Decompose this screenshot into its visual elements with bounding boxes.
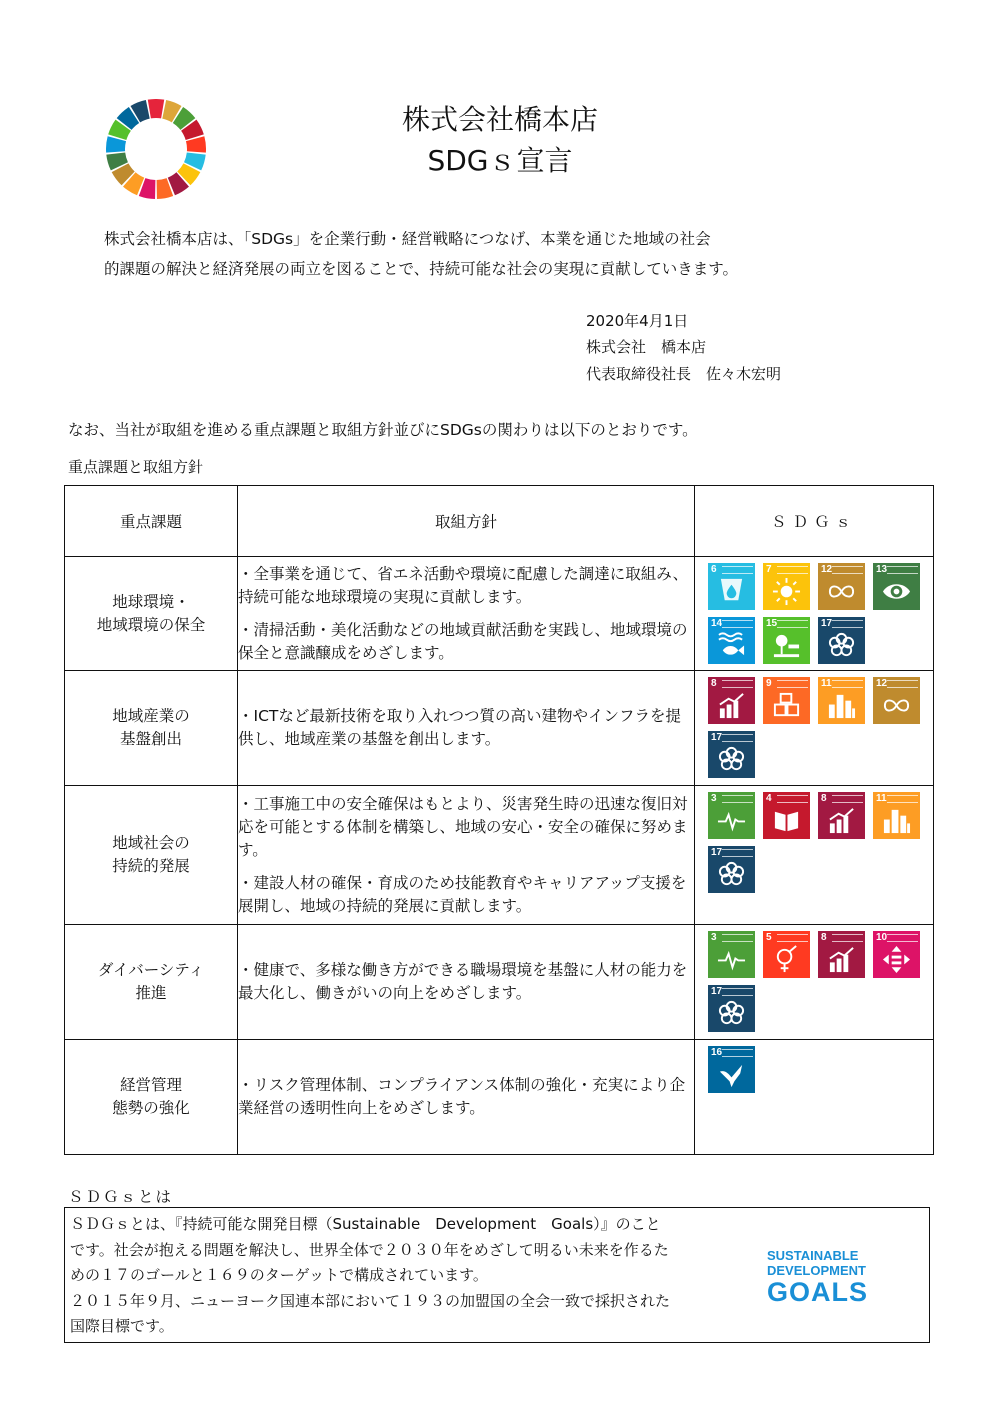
issue-cell xyxy=(65,1040,238,1155)
partnership-flower-icon xyxy=(717,999,746,1028)
sdg-goal-6-icon xyxy=(708,563,755,610)
growth-chart-icon xyxy=(827,806,856,835)
growth-chart-icon xyxy=(827,945,856,974)
sdg-goal-12-icon xyxy=(818,563,865,610)
sdg-goal-caption-lines xyxy=(722,734,753,742)
policy-cell xyxy=(238,786,695,925)
policy-cell xyxy=(238,925,695,1040)
table-row xyxy=(65,1040,934,1155)
sdg-goal-number: 17 xyxy=(711,732,723,743)
about-sdgs-box xyxy=(64,1207,930,1343)
sdg-goal-8-icon xyxy=(708,677,755,724)
table-row xyxy=(65,671,934,786)
sdg-goal-4-icon xyxy=(763,792,810,839)
book-icon xyxy=(772,806,801,835)
sdgs-cell xyxy=(695,786,934,925)
sdg-goal-number: 14 xyxy=(711,618,723,629)
sdg-goal-number: 7 xyxy=(766,564,772,575)
sdg-goal-number: 10 xyxy=(876,932,888,943)
issue-text: 推進 xyxy=(135,984,167,1002)
sdg-icon-group xyxy=(708,792,928,893)
sdg-goal-10-icon xyxy=(873,931,920,978)
policy-cell xyxy=(238,671,695,786)
water-drop-icon xyxy=(717,577,746,606)
table-row xyxy=(65,557,934,671)
sdg-goal-caption-lines xyxy=(832,680,863,688)
sdg-goal-caption-lines xyxy=(832,795,863,803)
sdg-goal-caption-lines xyxy=(777,620,808,628)
about-sdgs-label: ＳＤＧｓとは xyxy=(68,1188,174,1206)
sdg-goal-caption-lines xyxy=(777,934,808,942)
sdg-goal-11-icon xyxy=(818,677,865,724)
policy-text: ・全事業を通じて、省エネ活動や環境に配慮した調達に取組み、持続可能な地球環境の実現に貢献します。 xyxy=(238,564,689,606)
sdg-goal-caption-lines xyxy=(722,620,753,628)
sdg-goal-caption-lines xyxy=(722,680,753,688)
policy-cell xyxy=(238,1040,695,1155)
sdg-goal-number: 3 xyxy=(711,932,717,943)
issue-text: 地域産業の xyxy=(112,707,190,725)
sdg-goal-caption-lines xyxy=(722,934,753,942)
sdg-goal-3-icon xyxy=(708,931,755,978)
page-title: 株式会社橋本店 xyxy=(401,103,598,136)
sdg-goal-11-icon xyxy=(873,792,920,839)
issue-text: 地球環境・ xyxy=(112,592,190,611)
sdg-icon-group xyxy=(708,563,928,664)
sdg-icon-group xyxy=(708,931,928,1032)
sdgs-cell xyxy=(695,671,934,786)
sdg-goal-16-icon xyxy=(708,1046,755,1093)
sdgs-cell xyxy=(695,1040,934,1155)
sdg-goal-caption-lines xyxy=(887,934,918,942)
policy-cell xyxy=(238,557,695,671)
sdg-goal-17-icon xyxy=(708,731,755,778)
sdg-goal-number: 17 xyxy=(711,847,723,858)
sdg-goal-15-icon xyxy=(763,617,810,664)
sdg-goal-caption-lines xyxy=(722,1049,753,1057)
city-buildings-icon xyxy=(827,691,856,720)
sdg-icon-group xyxy=(708,1046,928,1093)
sdg-goal-number: 17 xyxy=(821,618,833,629)
city-buildings-icon xyxy=(882,806,911,835)
sdg-goal-number: 8 xyxy=(821,793,827,804)
partnership-flower-icon xyxy=(717,860,746,889)
intro-note: なお、当社が取組を進める重点課題と取組方針並びにSDGsの関わりは以下のとおりです。 xyxy=(68,421,698,439)
issue-text: 地域社会の xyxy=(112,834,190,852)
sdg-goal-number: 9 xyxy=(766,678,772,689)
sdg-goal-8-icon xyxy=(818,931,865,978)
issue-text: 態勢の強化 xyxy=(112,1099,190,1117)
about-sdgs-text: ＳＤＧｓとは、『持続可能な開発目標（Sustainable Development Goals）』のこと です。社会が抱える問題を解決し、世界全体で２０３０年をめざして明るい未来を作るた めの１７のゴールと１６９のターゲットで構成されています。 ２０１５年９月、ニューヨーク国連本部において１９３の加盟国の全会一致で採択された 国際目標です。 xyxy=(70,1215,671,1335)
sdg-goal-8-icon xyxy=(818,792,865,839)
sdg-goal-caption-lines xyxy=(722,566,753,574)
heartbeat-icon xyxy=(717,806,746,835)
sdg-goal-caption-lines xyxy=(832,934,863,942)
policy-text: ・建設人材の確保・育成のため技能教育やキャリアアップ支援を展開し、地域の持続的発展に貢献します。 xyxy=(238,873,687,915)
sdg-goal-9-icon xyxy=(763,677,810,724)
sdg-goal-number: 6 xyxy=(711,564,717,575)
sdg-goal-caption-lines xyxy=(832,566,863,574)
column-header-issue: 重点課題 xyxy=(65,486,238,557)
table-row xyxy=(65,925,934,1040)
tree-icon xyxy=(772,631,801,660)
issue-text: 持続的発展 xyxy=(112,857,190,875)
issue-text: ダイバーシティ xyxy=(97,961,205,979)
sdg-goal-caption-lines xyxy=(722,795,753,803)
sdgs-cell xyxy=(695,925,934,1040)
issue-text: 基盤創出 xyxy=(119,730,182,748)
issue-text: 経営管理 xyxy=(119,1076,182,1094)
wheel-segment xyxy=(148,99,164,118)
sdg-goal-3-icon xyxy=(708,792,755,839)
sdg-goal-caption-lines xyxy=(777,566,808,574)
sdg-goal-caption-lines xyxy=(887,680,918,688)
cubes-icon xyxy=(772,691,801,720)
issue-cell xyxy=(65,557,238,671)
sdg-goal-12-icon xyxy=(873,677,920,724)
sdg-goal-caption-lines xyxy=(722,988,753,996)
issue-cell xyxy=(65,786,238,925)
dove-icon xyxy=(717,1060,746,1089)
policy-text: ・健康で、多様な働き方ができる職場環境を基盤に人材の能力を最大化し、働きがいの向上をめざします。 xyxy=(238,961,688,1002)
table-row xyxy=(65,786,934,925)
sdg-goal-number: 17 xyxy=(711,986,723,997)
policy-text: ・工事施工中の安全確保はもとより、災害発生時の迅速な復旧対応を可能とする体制を構築し、地域の安心・安全の確保に努めます。 xyxy=(238,794,688,859)
partnership-flower-icon xyxy=(827,631,856,660)
growth-chart-icon xyxy=(717,691,746,720)
infinity-icon xyxy=(827,577,856,606)
sdg-goal-caption-lines xyxy=(777,795,808,803)
sdg-goal-number: 13 xyxy=(876,564,888,575)
gender-equality-icon xyxy=(772,945,801,974)
sdgs-goals-logo: SUSTAINABLE DEVELOPMENT GOALS xyxy=(767,1248,869,1307)
sdg-goal-number: 12 xyxy=(876,678,888,689)
column-header-sdgs: ＳＤＧｓ xyxy=(695,486,934,557)
sdg-goal-number: 5 xyxy=(766,932,772,943)
sdg-goal-17-icon xyxy=(708,846,755,893)
sdg-icon-group xyxy=(708,677,928,778)
intro-paragraph: 株式会社橋本店は、「SDGs」を企業行動・経営戦略につなげ、本業を通じた地域の社会 的課題の解決と経済発展の両立を図ることで、持続可能な社会の実現に貢献していきます。 xyxy=(104,230,738,278)
sun-power-icon xyxy=(772,577,801,606)
sdg-goal-number: 11 xyxy=(821,678,832,689)
issue-cell xyxy=(65,671,238,786)
sdg-goal-17-icon xyxy=(818,617,865,664)
sdg-goal-number: 12 xyxy=(821,564,833,575)
sdg-goal-7-icon xyxy=(763,563,810,610)
sdg-goal-5-icon xyxy=(763,931,810,978)
policy-text: ・ICTなど最新技術を取り入れつつ質の高い建物やインフラを提供し、地域産業の基盤を創出します。 xyxy=(238,707,682,748)
sdg-goal-number: 15 xyxy=(766,618,778,629)
sdg-goal-caption-lines xyxy=(887,795,918,803)
sdg-goal-caption-lines xyxy=(722,849,753,857)
issue-cell xyxy=(65,925,238,1040)
sdg-goal-17-icon xyxy=(708,985,755,1032)
sdgs-color-wheel-logo xyxy=(106,99,206,199)
sdg-goal-caption-lines xyxy=(777,680,808,688)
sdg-goal-number: 3 xyxy=(711,793,717,804)
partnership-flower-icon xyxy=(717,745,746,774)
issue-text: 地域環境の保全 xyxy=(96,615,206,634)
sdgs-cell xyxy=(695,557,934,671)
sdg-goal-13-icon xyxy=(873,563,920,610)
sdg-goal-number: 11 xyxy=(876,793,887,804)
table-header-row xyxy=(65,486,934,557)
fish-icon xyxy=(717,631,746,660)
eye-globe-icon xyxy=(882,577,911,606)
signature-company: 株式会社 橋本店 xyxy=(586,338,707,356)
column-header-policy: 取組方針 xyxy=(238,486,695,557)
infinity-icon xyxy=(882,691,911,720)
policy-text: ・清掃活動・美化活動などの地域貢献活動を実践し、地域環境の保全と意識醸成をめざします。 xyxy=(238,620,688,662)
sdg-goal-caption-lines xyxy=(832,620,863,628)
sdg-goal-number: 16 xyxy=(711,1047,723,1058)
section-heading: 重点課題と取組方針 xyxy=(68,458,204,476)
sdg-goal-caption-lines xyxy=(887,566,918,574)
sdg-goal-number: 4 xyxy=(766,793,772,804)
equality-arrows-icon xyxy=(882,945,911,974)
signature-representative: 代表取締役社長 佐々木宏明 xyxy=(586,365,782,383)
heartbeat-icon xyxy=(717,945,746,974)
sdg-goal-number: 8 xyxy=(711,678,717,689)
page-subtitle: SDGｓ宣言 xyxy=(427,144,573,177)
policy-text: ・リスク管理体制、コンプライアンス体制の強化・充実により企業経営の透明性向上をめざします。 xyxy=(238,1076,686,1117)
priority-issues-table xyxy=(64,485,934,1155)
sdg-goal-number: 8 xyxy=(821,932,827,943)
signature-date: 2020年4月1日 xyxy=(586,312,689,330)
sdg-goal-14-icon xyxy=(708,617,755,664)
